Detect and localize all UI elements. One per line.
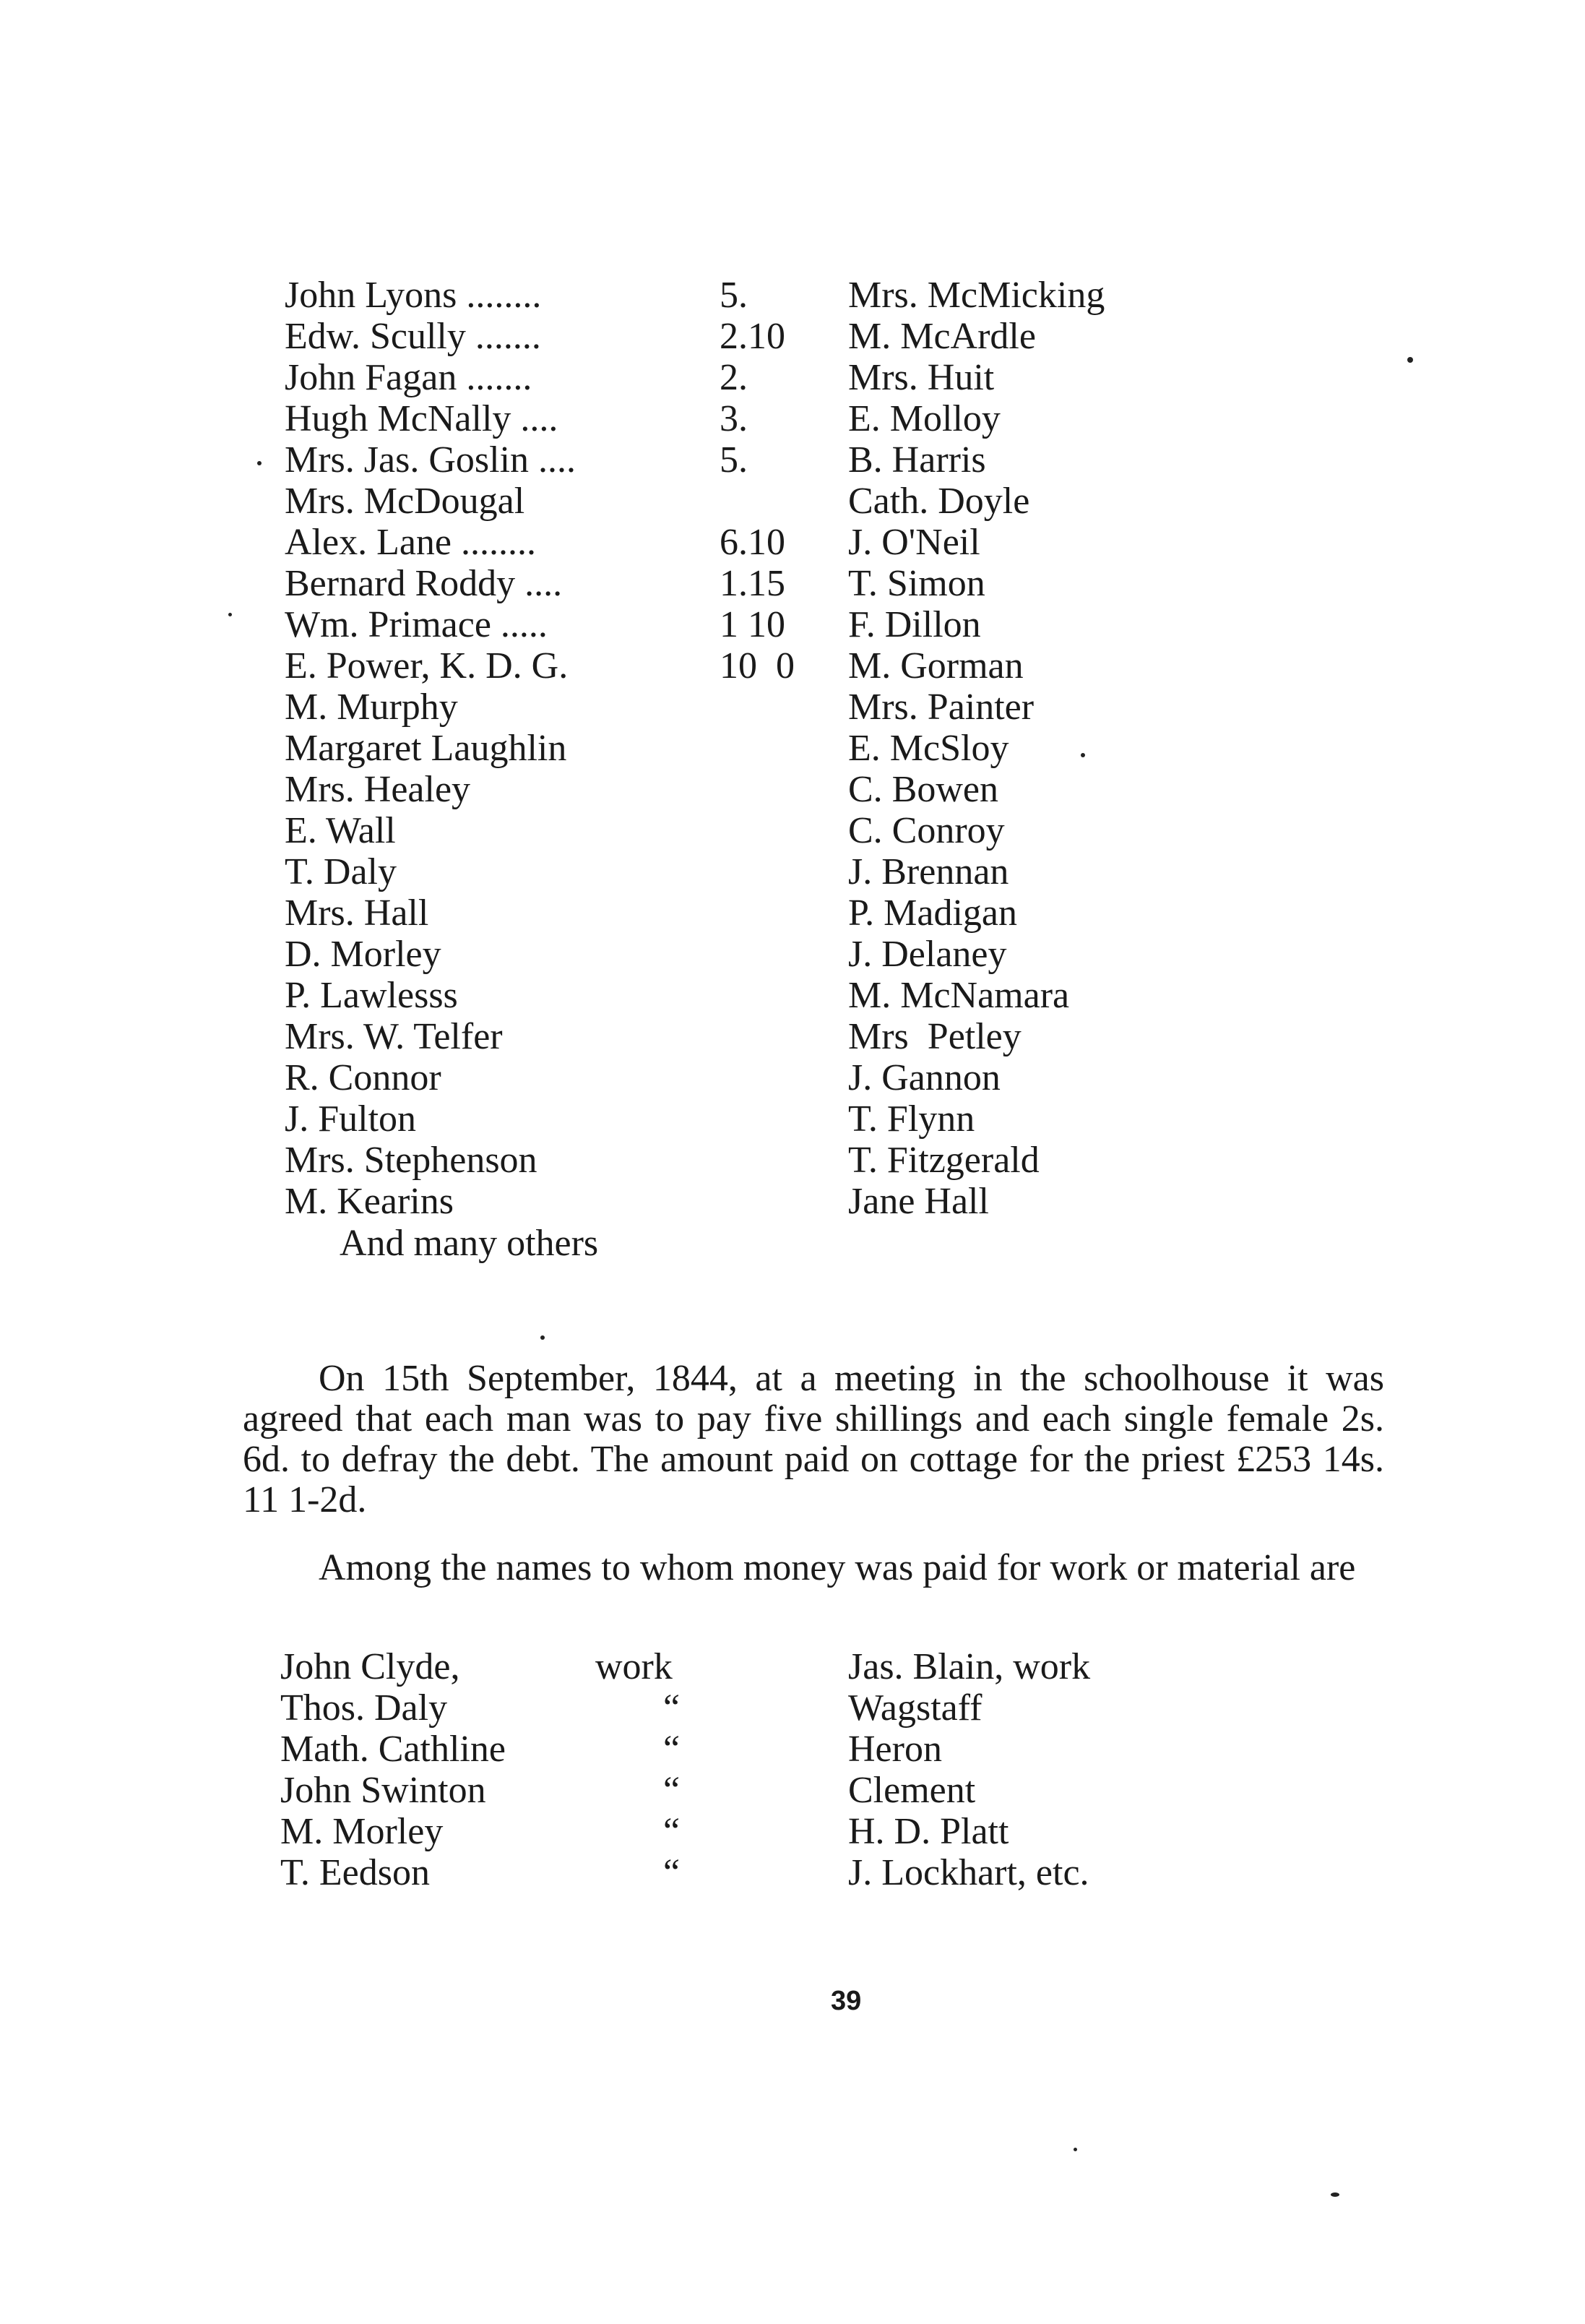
list-item (285, 398, 1224, 439)
list-item (285, 769, 1224, 810)
subscriber-name-right: T. Flynn (848, 1098, 975, 1140)
list-item (285, 275, 1224, 316)
subscriber-name: Mrs. W. Telfer (285, 1016, 503, 1057)
list-item (285, 934, 1224, 975)
list-item (285, 316, 1224, 357)
ditto-mark: “ (663, 1811, 681, 1852)
worker-name-right: Jas. Blain, work (848, 1646, 1091, 1687)
list-item (285, 563, 1224, 604)
list-item (285, 1098, 1224, 1140)
ditto-mark: “ (663, 1770, 681, 1811)
worker-name: John Clyde, (280, 1646, 460, 1687)
subscriber-name: Wm. Primace ..... (285, 604, 548, 645)
list-item (285, 1016, 1224, 1057)
subscriber-amount: 5. (720, 275, 748, 316)
subscriber-amount: 1.15 (720, 563, 785, 604)
subscriber-amount: 1 10 (720, 604, 785, 645)
subscriber-name: Edw. Scully ....... (285, 316, 541, 357)
list-item (285, 481, 1224, 522)
list-item (280, 1811, 1292, 1852)
subscriber-name-right: T. Simon (848, 563, 985, 604)
subscriber-name-right: E. McSloy (848, 728, 1009, 769)
list-item (285, 975, 1224, 1016)
subscriber-name: E. Wall (285, 810, 396, 851)
subscriber-list (285, 275, 1224, 1222)
subscriber-name-right: Jane Hall (848, 1181, 989, 1222)
list-item (285, 439, 1224, 481)
list-item (285, 892, 1224, 934)
scan-speck (1074, 2148, 1077, 2151)
worker-name: T. Eedson (280, 1852, 430, 1893)
worker-role: work (595, 1646, 673, 1687)
subscriber-amount: 6.10 (720, 522, 785, 563)
subscriber-name-right: E. Molloy (848, 398, 1001, 439)
list-item (280, 1852, 1292, 1893)
payments-paragraph: Among the names to whom money was paid for work or material are (319, 1547, 1356, 1588)
subscriber-name: John Fagan ....... (285, 357, 532, 398)
subscriber-name: M. Kearins (285, 1181, 454, 1222)
subscriber-name-right: P. Madigan (848, 892, 1017, 934)
subscriber-name: M. Murphy (285, 687, 458, 728)
list-item (285, 357, 1224, 398)
meeting-paragraph: On 15th September, 1844, at a meeting in the schoolhouse it was agreed that each man was to pay five shillings and each single female 2s. 6d. to defray the debt. The amount paid on cottage for the priest £253 14s. 11 1-2d. (243, 1358, 1384, 1520)
ditto-mark: “ (663, 1687, 681, 1729)
subscriber-amount: 3. (720, 398, 748, 439)
subscriber-name-right: Mrs. McMicking (848, 275, 1105, 316)
subscriber-name: Bernard Roddy .... (285, 563, 563, 604)
scan-speck (1407, 357, 1413, 363)
subscriber-name-right: J. Brennan (848, 851, 1009, 892)
subscriber-name: Mrs. Hall (285, 892, 429, 934)
worker-name-right: H. D. Platt (848, 1811, 1009, 1852)
subscriber-name: Mrs. Stephenson (285, 1140, 537, 1181)
worker-name-right: Heron (848, 1729, 942, 1770)
subscriber-name-right: Mrs. Painter (848, 687, 1035, 728)
list-item (285, 810, 1224, 851)
worker-name-right: J. Lockhart, etc. (848, 1852, 1089, 1893)
list-item (285, 1057, 1224, 1098)
list-item (280, 1770, 1292, 1811)
subscriber-name: R. Connor (285, 1057, 441, 1098)
subscriber-amount: 2.10 (720, 316, 785, 357)
subscriber-name-right: M. McNamara (848, 975, 1070, 1016)
subscriber-name: Margaret Laughlin (285, 728, 567, 769)
subscriber-name: P. Lawlesss (285, 975, 458, 1016)
list-item (285, 645, 1224, 687)
subscriber-name: Alex. Lane ........ (285, 522, 537, 563)
list-item (280, 1687, 1292, 1729)
subscriber-name-right: Mrs Petley (848, 1016, 1022, 1057)
list-item (285, 728, 1224, 769)
subscriber-name-right: J. Delaney (848, 934, 1007, 975)
worker-name: M. Morley (280, 1811, 444, 1852)
subscriber-name-right: F. Dillon (848, 604, 981, 645)
list-item (285, 604, 1224, 645)
subscriber-name: John Lyons ........ (285, 275, 542, 316)
subscriber-name-right: J. O'Neil (848, 522, 980, 563)
subscriber-name-right: J. Gannon (848, 1057, 1001, 1098)
list-item (280, 1729, 1292, 1770)
subscriber-name: T. Daly (285, 851, 397, 892)
list-item (285, 522, 1224, 563)
workers-list (280, 1646, 1292, 1893)
scan-speck (1081, 753, 1085, 757)
subscriber-name-right: C. Bowen (848, 769, 998, 810)
subscriber-amount: 10 0 (720, 645, 795, 687)
subscriber-name-right: T. Fitzgerald (848, 1140, 1040, 1181)
worker-name: John Swinton (280, 1770, 486, 1811)
worker-name-right: Clement (848, 1770, 976, 1811)
list-item (280, 1646, 1292, 1687)
scan-speck (257, 461, 262, 465)
subscriber-name: Mrs. McDougal (285, 481, 525, 522)
list-item (285, 851, 1224, 892)
scan-speck (540, 1335, 545, 1340)
subscriber-name-right: C. Conroy (848, 810, 1005, 851)
scan-speck (228, 613, 232, 616)
worker-name-right: Wagstaff (848, 1687, 982, 1729)
ditto-mark: “ (663, 1852, 681, 1893)
subscriber-amount: 5. (720, 439, 748, 481)
subscriber-name: Hugh McNally .... (285, 398, 558, 439)
subscriber-name: J. Fulton (285, 1098, 417, 1140)
list-item (285, 1181, 1224, 1222)
scan-speck (1331, 2192, 1339, 2197)
list-trailer: And many others (340, 1223, 599, 1264)
ditto-mark: “ (663, 1729, 681, 1770)
subscriber-name: Mrs. Healey (285, 769, 471, 810)
page-number: 39 (831, 1986, 862, 2016)
subscriber-amount: 2. (720, 357, 748, 398)
worker-name: Math. Cathline (280, 1729, 506, 1770)
subscriber-name: D. Morley (285, 934, 441, 975)
list-item (285, 687, 1224, 728)
subscriber-name-right: Mrs. Huit (848, 357, 995, 398)
subscriber-name-right: B. Harris (848, 439, 986, 481)
subscriber-name: E. Power, K. D. G. (285, 645, 569, 687)
subscriber-name: Mrs. Jas. Goslin .... (285, 439, 576, 481)
subscriber-name-right: Cath. Doyle (848, 481, 1030, 522)
subscriber-name-right: M. McArdle (848, 316, 1036, 357)
worker-name: Thos. Daly (280, 1687, 448, 1729)
list-item (285, 1140, 1224, 1181)
subscriber-name-right: M. Gorman (848, 645, 1024, 687)
